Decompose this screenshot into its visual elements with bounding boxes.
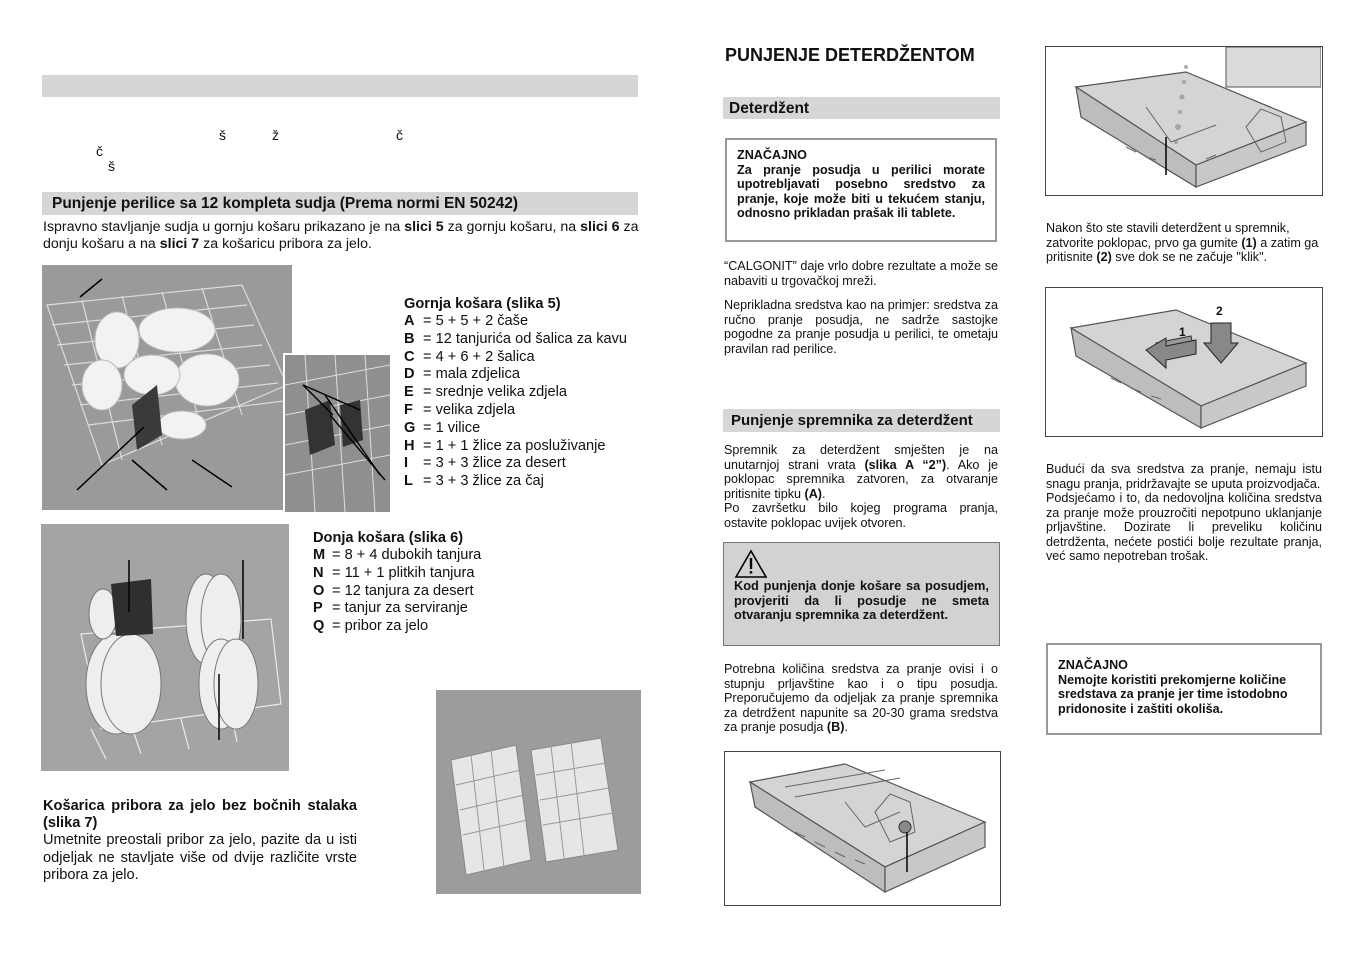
- item-key: C: [404, 348, 415, 365]
- list-item: [404, 366, 654, 384]
- item-text: = 12 tanjurića od šalica za kavu: [423, 330, 628, 347]
- item-key: O: [313, 582, 325, 599]
- instructions-paragraph: [1046, 462, 1322, 564]
- container-paragraph: [724, 443, 998, 530]
- after-fill-ref: (2): [1096, 250, 1112, 264]
- item-text: = 1 + 1 žlice za posluživanje: [423, 437, 606, 454]
- intro-text: Ispravno stavljanje sudja u gornju košaru prikazano je na: [43, 219, 405, 235]
- deterdzent-title: Deterdžent: [729, 100, 810, 117]
- unsuitable-paragraph: Neprikladna sredstva kao na primjer: sredstva za ručno pranje posudja, ne sadrže sastojke pogodne za pranje posudja u perilici, te ometaju pravilan rad perilice.: [724, 298, 998, 356]
- item-key: P: [313, 600, 323, 617]
- item-text: = tanjur za serviranje: [332, 600, 468, 617]
- important-note-2: [1046, 643, 1322, 735]
- item-key: L: [404, 473, 413, 490]
- item-key: M: [313, 547, 326, 563]
- dispenser-diagram-b: [724, 751, 1001, 906]
- important-note-1: [725, 138, 997, 242]
- item-key: E: [404, 384, 414, 401]
- intro-text: za košaricu pribora za jelo.: [199, 236, 372, 252]
- item-text: = srednje velika zdjela: [423, 384, 567, 401]
- important-label: ZNAČAJNO: [1058, 658, 1128, 672]
- after-fill-text: Nakon što ste stavili deterdžent u spremnik, zatvorite poklopac, prvo ga gumite: [1046, 221, 1290, 250]
- stray-char: č: [96, 143, 103, 159]
- warning-box: [723, 542, 1000, 646]
- cutlery-title: Košarica pribora za jelo bez bočnih stalaka (slika 7): [43, 798, 357, 831]
- amount-text: .: [844, 720, 848, 734]
- list-item: [404, 455, 654, 473]
- container-text: . Ako je poklopac spremnika zatvoren, za otvaranje pritisnite tipku: [724, 457, 998, 501]
- item-text: = 3 + 3 žlice za čaj: [423, 473, 544, 490]
- amount-ref: (B): [826, 720, 845, 734]
- list-item: [404, 313, 654, 331]
- item-text: = 8 + 4 dubokih tanjura: [332, 547, 482, 563]
- lower-basket-photo: [41, 524, 289, 771]
- list-item: [404, 384, 654, 402]
- section-title: Punjenje perilice sa 12 kompleta sudja (Prema normi EN 50242): [52, 195, 519, 212]
- section-title-bar: [42, 192, 638, 215]
- cutlery-section: [43, 798, 357, 885]
- stray-char: č: [396, 127, 403, 143]
- reminder-text: Podsjećamo i to, da nedovoljna količina sredstva za pranje može prouzročiti nepotpuno uklanjanje prljavštine. Dozirate li preveliku količinu detrdženta, nećete postići bolje rezultate pranja, već samo nepotreban trošak.: [1046, 491, 1322, 563]
- deterdzent-bar: [723, 97, 1000, 119]
- stray-char: š: [108, 158, 115, 174]
- dispenser-diagram-fill: [1045, 46, 1323, 196]
- upper-basket-title: Gornja košara (slika 5): [404, 296, 561, 312]
- container-text: Spremnik za deterdžent smješten je na unutarnjoj strani vrata: [724, 443, 998, 472]
- item-text: = 1 vilice: [423, 419, 481, 436]
- list-item: [313, 547, 553, 565]
- item-text: = pribor za jelo: [332, 618, 429, 635]
- item-key: A: [404, 313, 415, 329]
- diagram-label-2: 2: [1216, 304, 1223, 318]
- item-key: D: [404, 366, 415, 383]
- list-item: [313, 565, 553, 583]
- item-text: = 11 + 1 plitkih tanjura: [332, 564, 475, 581]
- lower-basket-list: [313, 529, 553, 636]
- list-item: [313, 618, 553, 636]
- amount-text: Potrebna količina sredstva za pranje ovisi i o stupnju prljavštine kao i o tipu posudja. Preporučujemo da odjeljak za pranje spremnika za detrdžent napunite sa 20-30 grama sredstva za pranje posudja: [724, 662, 998, 734]
- intro-ref: slici 5: [404, 219, 444, 235]
- list-item: [313, 600, 553, 618]
- item-key: F: [404, 401, 413, 418]
- container-text: .: [821, 486, 826, 501]
- after-fill-ref: (1): [1241, 235, 1257, 250]
- list-item: [404, 420, 654, 438]
- intro-text: za gornju košaru, na: [443, 219, 581, 235]
- item-text: = mala zdjelica: [423, 366, 520, 383]
- after-fill-text: a zatim ga pritisnite: [1046, 235, 1319, 264]
- item-key: B: [404, 330, 415, 347]
- list-item: [404, 473, 654, 491]
- list-item: [313, 583, 553, 601]
- top-grey-bar: [42, 75, 638, 97]
- intro-ref: slici 6: [580, 219, 620, 235]
- list-item: [404, 402, 654, 420]
- item-text: = 4 + 6 + 2 šalica: [423, 348, 535, 365]
- diagram-label-1: 1: [1179, 325, 1186, 339]
- item-key: G: [404, 419, 416, 436]
- upper-basket-photo: [42, 265, 292, 510]
- cutlery-basket-photo: [436, 690, 641, 894]
- fill-container-title: Punjenje spremnika za deterdžent: [731, 412, 973, 429]
- stray-char: š: [219, 127, 226, 143]
- after-fill-text: sve dok se ne začuje "klik".: [1111, 250, 1268, 264]
- item-key: I: [404, 455, 409, 472]
- important-text: Za pranje posudja u perilici morate upotrebljavati posebno sredstvo za pranje, koje može biti u tekućem stanju, odnosno prikladan prašak ili tablete.: [737, 162, 985, 220]
- intro-paragraph: [43, 219, 641, 253]
- container-ref: (A): [804, 486, 822, 501]
- item-text: = 5 + 5 + 2 čaše: [423, 313, 529, 329]
- after-fill-paragraph: [1046, 221, 1322, 265]
- fill-container-bar: [723, 409, 1000, 432]
- intro-ref: slici 7: [159, 236, 200, 252]
- important-label: ZNAČAJNO: [737, 148, 807, 162]
- main-title: PUNJENJE DETERDŽENTOM: [725, 45, 975, 65]
- cutlery-inset-photo: [283, 353, 392, 514]
- warning-text: Kod punjenja donje košare sa posudjem, provjeriti da li posudje ne smeta otvaranju spremnika za deterdžent.: [734, 578, 989, 622]
- list-item: [404, 438, 654, 456]
- container-ref: (slika A “2”): [864, 457, 947, 472]
- item-key: H: [404, 437, 415, 454]
- calgonit-paragraph: “CALGONIT” daje vrlo dobre rezultate a može se nabaviti u trgovačkoj mreži.: [724, 259, 998, 288]
- item-text: = 3 + 3 žlice za desert: [423, 455, 566, 472]
- upper-basket-list: [404, 295, 654, 491]
- item-key: Q: [313, 618, 325, 635]
- list-item: [404, 349, 654, 367]
- cutlery-text: Umetnite preostali pribor za jelo, pazite da u isti odjeljak ne stavljate više od dvije različite vrste pribora za jelo.: [43, 832, 357, 883]
- stray-char: ž: [272, 127, 279, 143]
- item-text: = 12 tanjura za desert: [332, 582, 474, 599]
- item-key: N: [313, 564, 324, 581]
- intro-text: za donju košaru a na: [43, 219, 639, 252]
- important-text: Nemojte koristiti prekomjerne količine sredstava za pranje jer time istodobno pridonosite i zaštiti okoliša.: [1058, 672, 1288, 716]
- amount-paragraph: [724, 662, 998, 735]
- list-item: [404, 331, 654, 349]
- instructions-text: Budući da sva sredstva za pranje, nemaju istu snagu pranja, pridržavajte se uputa proizvodjača.: [1046, 462, 1322, 491]
- warning-icon: [734, 549, 989, 579]
- item-text: = velika zdjela: [423, 401, 516, 418]
- dispenser-diagram-close: [1045, 287, 1323, 437]
- lower-basket-title: Donja košara (slika 6): [313, 530, 464, 546]
- container-text: Po završetku bilo kojeg programa pranja, ostavite poklopac uvijek otvoren.: [724, 501, 998, 530]
